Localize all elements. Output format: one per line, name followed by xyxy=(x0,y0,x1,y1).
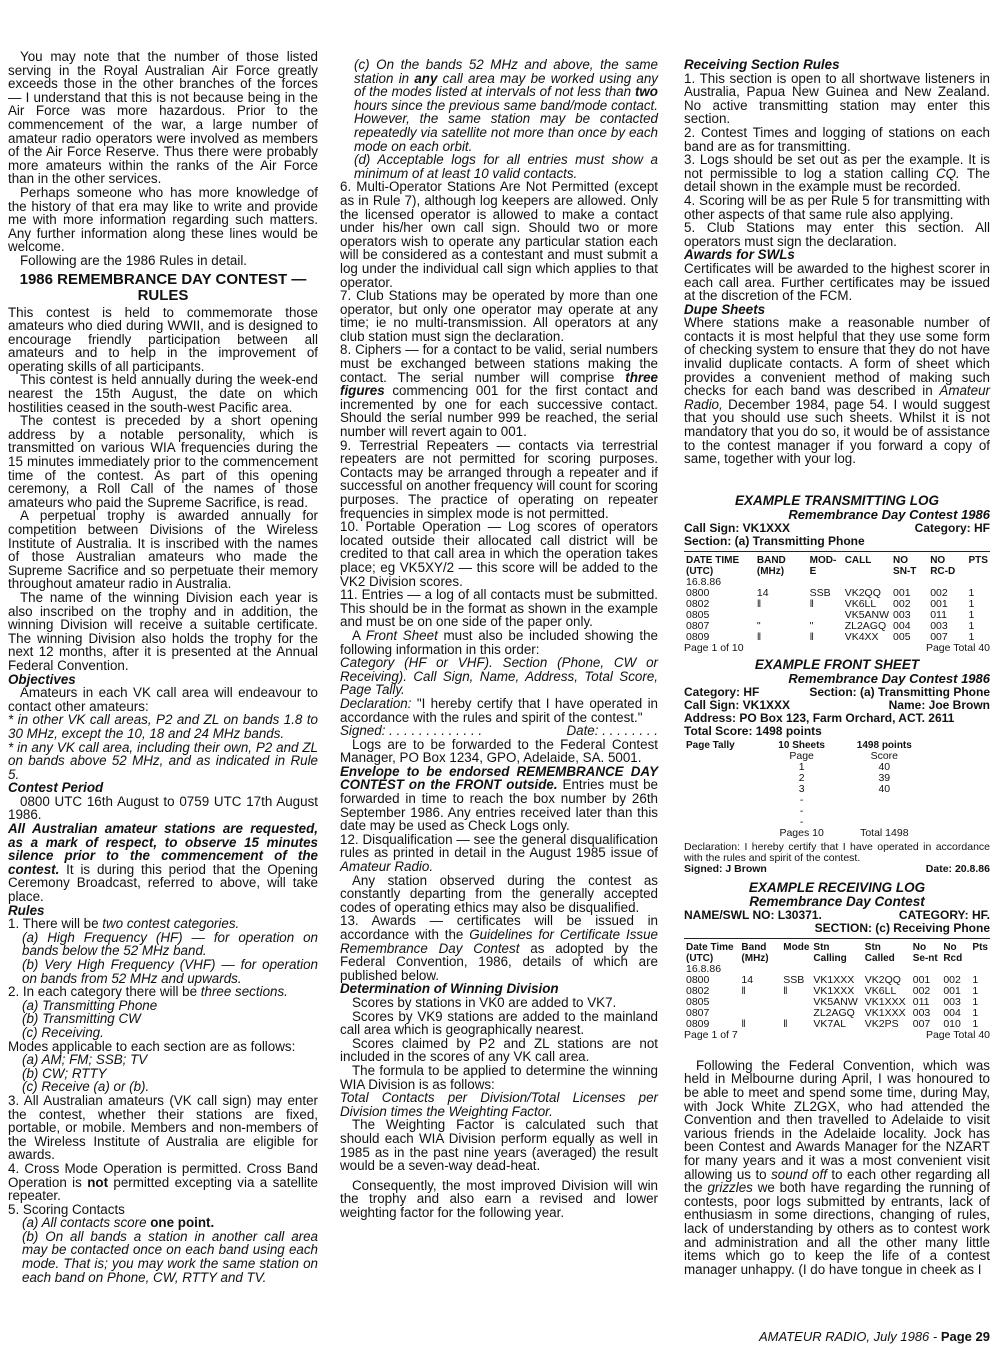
declaration xyxy=(340,697,658,724)
table-cell: 001 xyxy=(893,586,911,599)
fs-signed: Signed: J Brown xyxy=(684,862,767,875)
rule-1 xyxy=(8,917,318,931)
table-cell: 0802 xyxy=(686,984,710,997)
paragraph: This contest is held to commemorate those amateurs who died during WWII, and is designed to encourage friendly participation between all amateurs and to help in the improvement of operating skills of all participants. xyxy=(8,304,318,374)
text: any xyxy=(414,70,438,86)
rx-name-row xyxy=(684,909,990,922)
table-cell: " xyxy=(756,619,761,632)
table-body xyxy=(684,577,990,643)
fs-subtitle: Remembrance Day Contest 1986 xyxy=(788,670,990,686)
paragraph: The formula to be applied to determine the winning WIA Division is as follows: xyxy=(340,1062,658,1092)
rule-5: 5. Scoring Contacts xyxy=(8,1201,125,1217)
text: (a) All contacts score xyxy=(22,1215,151,1231)
table-cell: 004 xyxy=(893,619,911,632)
issue-date: July 1986 - xyxy=(870,1329,941,1344)
table-cell: 011 xyxy=(930,608,947,621)
tx-section-row xyxy=(684,535,990,548)
table-cell: 0805 xyxy=(686,608,710,621)
table-cell: VK5ANW xyxy=(844,608,890,621)
table-cell: 0805 xyxy=(686,995,710,1008)
table-cell: 0802 xyxy=(686,597,710,610)
fs-address-row xyxy=(684,712,990,725)
table-cell xyxy=(739,997,781,1008)
table-cell: 007 xyxy=(930,630,948,643)
text: "I hereby certify that I have operated in accordance with the rules and spirit of the contest." xyxy=(340,695,658,725)
table-cell: VK5ANW xyxy=(813,995,858,1008)
front-sheet-paragraph xyxy=(340,629,658,656)
table-cell: 003 xyxy=(893,608,911,621)
heading-rules: Rules xyxy=(8,902,45,918)
table-cell: 0800 xyxy=(686,586,710,599)
rule-2 xyxy=(8,985,318,999)
table-cell: ‖ xyxy=(741,1017,746,1030)
rx-page: Page 1 of 7 xyxy=(684,1028,738,1041)
text: to each other regarding all the xyxy=(684,1166,990,1196)
column-2 xyxy=(340,58,658,1219)
column-header: DATE TIME (UTC) xyxy=(686,554,740,577)
text: 13. Awards — certificates will be issued in accordance with the xyxy=(340,913,658,942)
table-cell xyxy=(684,795,763,806)
text: three sections. xyxy=(200,984,288,1000)
paragraph: (a) AM; FM; SSB; TV xyxy=(22,1052,148,1068)
table-row xyxy=(684,795,929,806)
rx-log-table xyxy=(684,942,990,1030)
table-cell: 1 xyxy=(972,984,979,997)
convention-paragraph xyxy=(684,1059,990,1277)
text: Entries must be forwarded in time to reach the box number by 26th September 1986. Any entries received later than this date may be used as Check Logs only. xyxy=(340,777,658,834)
text: 12. Disqualification — see the general disqualification rules as printed in detail in the August 1985 issue of xyxy=(340,831,658,861)
paragraph: Amateurs in each VK call area will endeavour to contact other amateurs: xyxy=(8,685,318,714)
rule-5c xyxy=(340,58,658,153)
page-number: Page 29 xyxy=(940,1329,990,1344)
fs-address: Address: PO Box 123, Farm Orchard, ACT. 2611 xyxy=(684,710,955,725)
paragraph: Scores by VK9 stations are added to the mainland call area which is geographically nearest. xyxy=(340,1008,658,1038)
table-cell: - xyxy=(799,804,804,817)
column-header: NO RC-D xyxy=(930,554,956,577)
column-header: Band (MHz) xyxy=(741,941,769,964)
table-cell: ‖ xyxy=(756,597,762,610)
intro-paragraph: Following are the 1986 Rules in detail. xyxy=(20,252,248,268)
table-cell: 2 xyxy=(798,771,805,784)
table-cell: ‖ xyxy=(783,984,788,997)
paragraph: Consequently, the most improved Division will win the trophy and also earn a revised and lower weighting factor for the following year. xyxy=(340,1177,658,1220)
table-cell: 14 xyxy=(741,973,754,986)
intro-paragraph: You may note that the number of those listed serving in the Royal Australian Air Force greatly exceeds those in the other branches of the forces — I understand that this is not because being in the Air Force was more hazardous. Prior to the commencement of the war, a large number of amateur radio operators were involved as members of the Air Force Reserve. Thus there were probably more amateurs within the ranks of the Air Force than in the other services. xyxy=(8,49,318,187)
rx-name: NAME/SWL NO: L30371. xyxy=(684,907,822,922)
heading-dupe-sheets: Dupe Sheets xyxy=(684,301,766,317)
paragraph xyxy=(684,316,990,466)
paragraph: 2. Contest Times and logging of stations on each band are as for transmitting. xyxy=(684,124,990,154)
rule-4 xyxy=(8,1162,318,1203)
table-cell: 004 xyxy=(943,1006,961,1019)
table-cell: 0809 xyxy=(686,630,710,643)
table-cell: 001 xyxy=(943,984,961,997)
table-cell: 002 xyxy=(912,984,931,997)
text: call area may be worked using any of the modes listed at intervals of not less than xyxy=(354,70,658,100)
table-cell: ZL2AGQ xyxy=(844,619,887,632)
table-cell: 1 xyxy=(968,586,975,599)
table-cell xyxy=(684,762,763,773)
heading-awards: Awards for SWLs xyxy=(684,247,795,263)
table-cell: 010 xyxy=(943,1017,961,1030)
table-cell: 1 xyxy=(972,973,979,986)
table-cell: 1 xyxy=(968,597,975,610)
table-cell: VK1XXX xyxy=(813,973,855,986)
example-transmitting-log xyxy=(684,494,990,654)
column-header: Mode xyxy=(783,941,810,953)
text: two contest categories. xyxy=(102,916,240,932)
fs-score-row xyxy=(684,725,990,738)
table-row xyxy=(684,806,929,817)
table-cell: 011 xyxy=(912,995,930,1008)
tx-category: Category: HF xyxy=(914,520,990,535)
tx-section: Section: (a) Transmitting Phone xyxy=(684,533,865,548)
paragraph: (b) Very High Frequency (VHF) — for operation on bands from 52 MHz and upwards. xyxy=(22,957,318,986)
rule-6: 6. Multi-Operator Stations Are Not Permitted (except as in Rule 7), although log keepers are allowed. Only the licensed operator is allowed to make a contact under his/her own call sign. Should two or more operators wish to operate any particular station each will be considered as a contestant and must submit a log under the individual call sign which applies to that operator. xyxy=(340,179,658,290)
paragraph: Scores by stations in VK0 are added to VK7. xyxy=(352,994,617,1010)
paragraph: * in any VK call area, including their own, P2 and ZL on bands above 52 MHz, and as indicated in Rule 5. xyxy=(8,739,318,782)
fs-category: Category: HF xyxy=(684,684,760,699)
table-cell: 1 xyxy=(968,608,975,621)
text: commencing 001 for the first contact and incremented by one for each successive contact. Should the serial number 999 be reached, the serial number will revert again to 001. xyxy=(340,383,658,440)
table-cell: VK2PS xyxy=(864,1017,899,1030)
paragraph: Logs are to be forwarded to the Federal Contest Manager, PO Box 1234, GPO, Adelaide, SA. 5001. xyxy=(340,736,658,766)
silence-notice: All Australian amateur stations are requested, as a mark of respect, to observe 15 minutes silence prior to the commencement of the contest. xyxy=(8,821,318,877)
text: permitted excepting via a satellite repeater. xyxy=(8,1174,318,1204)
table-cell xyxy=(755,610,808,621)
table-cell: 1 xyxy=(972,995,979,1008)
tally-col-a2: Page xyxy=(789,749,814,762)
table-cell: 1 xyxy=(798,760,805,773)
table-cell: VK2QQ xyxy=(864,973,901,986)
fs-total: Total 1498 xyxy=(860,826,909,839)
table-row xyxy=(684,773,929,784)
table-cell: 007 xyxy=(912,1017,931,1030)
text: The detail shown in the example must be recorded. xyxy=(684,165,990,195)
text: Amateur Radio, xyxy=(684,383,990,412)
table-cell xyxy=(781,997,811,1008)
table-cell: 0809 xyxy=(686,1017,710,1030)
tally-col-b: 1498 points xyxy=(856,739,912,751)
fs-title: EXAMPLE FRONT SHEET xyxy=(754,656,920,672)
signed-label: Signed: . . . . . . . . . . . . . xyxy=(340,723,483,739)
table-cell: 3 xyxy=(798,782,805,795)
table-header-row xyxy=(684,942,990,964)
text: Amateur Radio. xyxy=(340,859,434,875)
text: two xyxy=(634,84,658,100)
envelope-notice xyxy=(340,765,658,833)
paragraph: Any station observed during the contest as constantly departing from the generally accepted codes of operating ethics may also be disqualified. xyxy=(340,872,658,915)
rule-12 xyxy=(340,833,658,874)
table-cell: 16.8.86 xyxy=(686,962,722,975)
table-cell: ‖ xyxy=(809,597,814,610)
table-cell: 40 xyxy=(878,760,891,773)
column-header: Stn Called xyxy=(864,941,895,964)
rule-8 xyxy=(340,343,658,438)
heading-objectives: Objectives xyxy=(8,671,76,687)
date-label: Date: . . . . . . . . xyxy=(566,723,658,739)
table-cell: VK2QQ xyxy=(844,586,881,599)
tally-label: Page Tally xyxy=(686,739,735,751)
paragraph: The contest is preceded by a short opening address by a notable personality, which is transmitted on various WIA frequencies during the 15 minutes immediately prior to the commencement time of the contest. As part of this opening ceremony, a Roll Call of the names of those amateurs who paid the Supreme Sacrifice, is read. xyxy=(8,413,318,510)
rule-5a xyxy=(8,1216,318,1230)
fs-category-row xyxy=(684,686,990,699)
example-receiving-log xyxy=(684,881,990,1041)
table-cell: 003 xyxy=(943,995,961,1008)
rule-10: 10. Portable Operation — Log scores of operators located outside their allocated call district will be credited to that call area in which the operation takes place; eg VK5XY/2 — this score will be added to the VK2 Division scores. xyxy=(340,519,658,589)
rx-category: CATEGORY: HF. xyxy=(898,907,990,922)
rule-9: 9. Terrestrial Repeaters — contacts via terrestrial repeaters are not permitted for scoring purposes. Contacts may be arranged through a repeater and if successful on another frequency will count for scoring purposes. The practice of operating on repeater frequencies in simplex mode is not permitted. xyxy=(340,437,658,521)
paragraph: (b) CW; RTTY xyxy=(22,1065,107,1081)
table-cell: - xyxy=(799,815,804,828)
table-cell: VK1XXX xyxy=(813,984,855,997)
text: Declaration: xyxy=(340,695,412,711)
text: 1. There will be xyxy=(8,916,103,932)
text: 8. Ciphers — for a contact to be valid, serial numbers must be exchanged between stations making the contact. The serial number will comprise xyxy=(340,342,658,385)
paragraph: (c) Receive (a) or (b). xyxy=(22,1079,150,1095)
rule-5b: (b) On all bands a station in another call area may be contacted once on each band using each mode. That is; you may work the same station on each band on Phone, CW, RTTY and TV. xyxy=(22,1228,318,1285)
paragraph: A perpetual trophy is awarded annually for competition between Divisions of the Wireless Institute of Australia. It is inscribed with the names of those Australian amateurs who made the Supreme Sacrifice and so perpetuate their memory throughout amateur radio in Australia. xyxy=(8,508,318,592)
tx-callsign-row xyxy=(684,522,990,535)
tx-footer-row xyxy=(684,643,990,654)
fs-name: Name: Joe Brown xyxy=(888,697,990,712)
table-cell: - xyxy=(799,793,804,806)
rx-section: SECTION: (c) Receiving Phone xyxy=(814,920,990,935)
fs-declaration: Declaration: I hereby certify that I have operated in accordance with the rules and spirit of the contest. xyxy=(684,840,990,864)
example-front-sheet xyxy=(684,658,990,875)
text: we both have regarding the running of contests, poor logs submitted by entrants, lack of enthusiasm in some directions, changing of rules, lack of understanding by others as to contest work and administration and all the other many little items which go to keep the life of a contest manager unhappy. (I do have tongue in cheek as I xyxy=(684,1180,990,1277)
table-row xyxy=(684,784,929,795)
table-row xyxy=(684,828,929,839)
column-header: NO SN-T xyxy=(893,554,917,577)
table-cell xyxy=(840,806,929,817)
heading-winning-division: Determination of Winning Division xyxy=(340,981,559,997)
fs-callsign-row xyxy=(684,699,990,712)
paragraph: (b) Transmitting CW xyxy=(22,1011,141,1027)
paragraph: This contest is held annually during the week-end nearest the 15th August, the date on which hostilities ceased in the south-west Pacific area. xyxy=(8,372,318,415)
table-cell: " xyxy=(809,619,814,632)
table-cell: ‖ xyxy=(783,1017,788,1030)
rx-footer-row xyxy=(684,1030,990,1041)
tally-col-b2: Score xyxy=(870,749,899,762)
text: 2. In each category there will be xyxy=(8,984,201,1000)
paragraph: Modes applicable to each section are as follows: xyxy=(8,1038,296,1054)
rx-section-row xyxy=(684,922,990,935)
text: three figures xyxy=(340,369,658,399)
column-header: BAND (MHz) xyxy=(756,554,786,577)
table-cell: ‖ xyxy=(756,630,762,643)
table-cell: 002 xyxy=(943,973,961,986)
page-footer xyxy=(759,1329,990,1344)
table-body xyxy=(684,762,929,828)
column-header: CALL xyxy=(844,554,872,566)
column-header: Stn Calling xyxy=(813,941,847,964)
text: not xyxy=(87,1174,109,1190)
rx-subtitle: Remembrance Day Contest xyxy=(749,893,925,909)
text: must also be included showing the following information in this order: xyxy=(340,627,658,657)
table-row xyxy=(684,762,929,773)
divider xyxy=(684,551,990,552)
paragraph xyxy=(8,822,318,904)
table-cell: 39 xyxy=(878,771,891,784)
table-cell: 1 xyxy=(972,1017,979,1030)
paragraph: * in other VK call areas, P2 and ZL on bands 1.8 to 30 MHz, except the 10, 18 and 24 MHz bands. xyxy=(8,712,318,741)
table-cell: 002 xyxy=(893,597,911,610)
table-cell: VK1XXX xyxy=(864,995,906,1008)
contest-title: 1986 REMEMBRANCE DAY CONTEST — RULES xyxy=(19,270,307,304)
table-cell: 1 xyxy=(968,630,975,643)
table-cell xyxy=(684,773,763,784)
text: Where stations make a reasonable number of contacts it is most helpful that they use some form of checking system to ensure that they do not have invalid duplicate contacts. A form of sheet which provides a convenient method of making such checks for each band was described in xyxy=(684,315,990,399)
divider xyxy=(684,938,990,939)
table-cell: SSB xyxy=(783,973,805,986)
tx-page: Page 1 of 10 xyxy=(684,641,744,654)
magazine-name: AMATEUR RADIO, xyxy=(759,1329,871,1344)
text: (c) On the bands 52 MHz and above, the same station in xyxy=(354,57,658,86)
column-3 xyxy=(684,58,990,1276)
paragraph: Category (HF or VHF). Section (Phone, CW or Receiving). Call Sign, Name, Address, Total Score, Page Tally. xyxy=(340,655,658,698)
rule-13 xyxy=(340,914,658,982)
table-cell: SSB xyxy=(809,586,831,599)
text: hours since the previous same band/mode contact. However, the same station may be contacted repeatedly via satellite not more than once by each mode on each orbit. xyxy=(354,97,658,154)
table-header-row xyxy=(684,555,990,577)
paragraph: (c) Receiving. xyxy=(22,1024,104,1040)
paragraph: (a) Transmitting Phone xyxy=(22,997,158,1013)
table-cell: 16.8.86 xyxy=(686,575,722,588)
column-header: PTS xyxy=(968,554,988,566)
fs-pages: Pages 10 xyxy=(779,826,824,839)
tally-col-a: 10 Sheets xyxy=(778,739,825,751)
tx-total: Page Total 40 xyxy=(925,641,990,654)
tx-log-subtitle: Remembrance Day Contest 1986 xyxy=(788,506,990,522)
text: A xyxy=(352,627,366,643)
fs-callsign: Call Sign: VK1XXX xyxy=(684,697,791,712)
table-cell: 001 xyxy=(930,597,948,610)
text: 4. Cross Mode Operation is permitted. Cross Band Operation is xyxy=(8,1160,318,1190)
table-cell xyxy=(684,817,763,828)
table-cell: ZL2AGQ xyxy=(813,1006,855,1019)
text: one point. xyxy=(150,1215,215,1231)
text: grizzles xyxy=(707,1180,753,1196)
table-cell: VK6LL xyxy=(864,984,897,997)
text: as adopted by the Federal Convention, 1986, details of which are published below. xyxy=(340,940,659,983)
table-cell: VK6LL xyxy=(844,597,877,610)
text: It is during this period that the Opening Ceremony Broadcast, referred to above, will take place. xyxy=(8,861,318,905)
table-cell: 1 xyxy=(968,619,975,632)
rule-11: 11. Entries — a log of all contacts must be submitted. This should be in the format as shown in the example and must be on one side of the paper only. xyxy=(340,587,658,630)
fs-date: Date: 20.8.86 xyxy=(925,862,990,875)
table-cell: 005 xyxy=(893,630,911,643)
paragraph: Scores claimed by P2 and ZL stations are not included in the scores of any VK call area. xyxy=(340,1035,658,1065)
text: CQ. xyxy=(935,165,960,181)
table-cell: 003 xyxy=(912,1006,931,1019)
paragraph xyxy=(684,153,990,194)
table-cell: 1 xyxy=(972,1006,979,1019)
table-cell: VK4XX xyxy=(844,630,879,643)
rx-total: Page Total 40 xyxy=(925,1028,990,1041)
table-cell xyxy=(684,784,763,795)
rule-7: 7. Club Stations may be operated by more than one operator, but only one operator may operate at any time; ie no multi-transmission. All operators at any club station must sign the declaration. xyxy=(340,288,658,344)
table-cell: ‖ xyxy=(809,630,814,643)
table-cell: VK7AL xyxy=(813,1017,847,1030)
table-cell: 14 xyxy=(756,586,769,599)
column-header: No Rcd xyxy=(943,941,963,964)
table-cell: ‖ xyxy=(741,984,746,997)
text: sound off xyxy=(771,1166,827,1182)
column-header: No Se-nt xyxy=(912,941,938,964)
table-cell: 0807 xyxy=(686,619,710,632)
table-cell: 0800 xyxy=(686,973,710,986)
table-cell: 001 xyxy=(912,973,931,986)
paragraph: 5. Club Stations may enter this section. All operators must sign the declaration. xyxy=(684,220,990,249)
table-cell xyxy=(840,795,929,806)
table-cell: VK1XXX xyxy=(864,1006,906,1019)
table-cell: 0807 xyxy=(686,1006,710,1019)
paragraph: Certificates will be awarded to the highest scorer in each call area. Further certificates may be issued at the discretion of the FCM. xyxy=(684,260,990,304)
column-header: MOD-E xyxy=(809,554,837,577)
fs-section: Section: (a) Transmitting Phone xyxy=(809,684,990,699)
table-cell: 003 xyxy=(930,619,948,632)
table-row xyxy=(684,751,929,762)
signature-line xyxy=(340,724,658,738)
table-cell xyxy=(684,806,763,817)
rule-5d: (d) Acceptable logs for all entries must show a minimum of at least 10 valid contacts. xyxy=(354,152,658,181)
column-header: Date Time (UTC) xyxy=(686,941,734,964)
paragraph: (a) High Frequency (HF) — for operation on bands below the 52 MHz band. xyxy=(22,929,318,959)
column-1 xyxy=(8,50,318,1284)
fs-tally-table xyxy=(684,740,929,839)
text: 3. Logs should be set out as per the example. It is not permissible to log a station calling xyxy=(684,152,990,181)
rx-title: EXAMPLE RECEIVING LOG xyxy=(748,879,926,895)
table-cell: 002 xyxy=(930,586,948,599)
text: Envelope to be endorsed REMEMBRANCE DAY CONTEST on the FRONT outside. xyxy=(340,763,658,793)
paragraph: The Weighting Factor is calculated such that should each WIA Division perform equally as well in 1985 as in the past nine years (averaged) the result would be a seven-way dead-heat. xyxy=(340,1117,658,1174)
paragraph: 4. Scoring will be as per Rule 5 for transmitting with other aspects of that same rule also applying. xyxy=(684,192,990,222)
paragraph: 0800 UTC 16th August to 0759 UTC 17th August 1986. xyxy=(8,793,318,823)
fs-signed-row xyxy=(684,864,990,875)
tx-log-table xyxy=(684,555,990,643)
tx-callsign: Call Sign: VK1XXX xyxy=(684,520,791,535)
text: Guidelines for Certificate Issue Remembrance Day Contest xyxy=(340,927,658,956)
text: Following the Federal Convention, which was held in Melbourne during April, I was honoured to be able to meet and spend some time, during May, with Jock White ZL2GX, who had attended the Convention and then travelled to Adelaide to visit various friends in the Adelaide locality. Jock has been Contest and Awards Manager for the NZART for many years and it was a most convenient visit allowing us to xyxy=(684,1057,990,1182)
text: December 1984, page 54. I would suggest that you should use such sheets. Whilst it is not mandatory that you do so, it would be of assistance to the contest manager if you forward a copy of same, together with your log. xyxy=(684,396,990,467)
column-header: Pts xyxy=(972,941,988,953)
rule-3: 3. All Australian amateurs (VK call sign) may enter the contest, whether their stations are fixed, portable, or mobile. Members and non-members of the Wireless Institute of Australia are eligible for awards. xyxy=(8,1092,318,1163)
formula: Total Contacts per Division/Total Licenses per Division times the Weighting Factor. xyxy=(340,1090,658,1119)
fs-score: Total Score: 1498 points xyxy=(684,723,822,738)
text: Front Sheet xyxy=(365,627,438,643)
heading-contest-period: Contest Period xyxy=(8,780,104,796)
table-cell: 40 xyxy=(878,782,891,795)
paragraph: The name of the winning Division each year is also inscribed on the trophy and in addition, the winning Division will receive a suitable certificate. The winning Division also holds the trophy for the next 12 months, after it is presented at the Annual Federal Convention. xyxy=(8,589,318,673)
tx-log-title: EXAMPLE TRANSMITTING LOG xyxy=(735,492,939,508)
heading-receiving-rules: Receiving Section Rules xyxy=(684,57,840,72)
table-body xyxy=(684,964,990,1030)
intro-paragraph: Perhaps someone who has more knowledge of the history of that era may like to write and provide me with more information regarding such matters. Any further information along these lines would be welcome. xyxy=(8,184,318,255)
paragraph: 1. This section is open to all shortwave listeners in Australia, Papua New Guinea and New Zealand. No active transmitting station may enter this section. xyxy=(684,70,990,127)
